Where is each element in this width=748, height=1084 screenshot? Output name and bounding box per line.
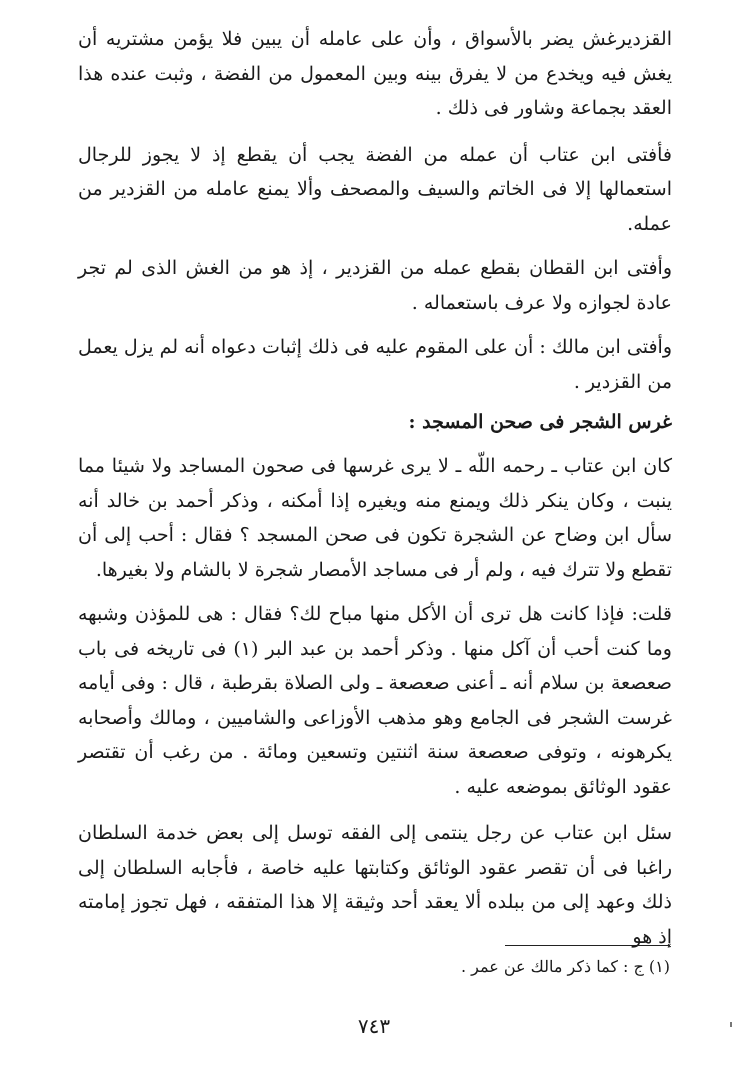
scan-mark [730, 1022, 732, 1027]
paragraph-2: فأفتى ابن عتاب أن عمله من الفضة يجب أن يقطع إذ لا يجوز للرجال استعمالها إلا فى الخاتم والسيف والمصحف وألا يمنع عامله من القزدير من عمله. [78, 143, 672, 235]
page-body [78, 22, 672, 954]
footnote: (١) ج : كما ذكر مالك عن عمر . [460, 957, 670, 976]
paragraph-4: وأفتى ابن مالك : أن على المقوم عليه فى ذلك إثبات دعواه أنه لم يزل يعمل من القزدير . [78, 336, 672, 393]
paragraph-5: كان ابن عتاب ـ رحمه اللّه ـ لا يرى غرسها فى صحون المساجد ولا شيئا مما ينبت ، وكان ينكر ذلك ويمنع منه ويغيره إذا أمكنه ، وذكر أحمد بن خالد أنه سأل ابن وضاح عن الشجرة تكون فى صحن المسجد ؟ فقال : أحب إلى أن تقطع ولا تترك فيه ، ولم أر فى مساجد الأمصار شجرة لا بالشام ولا بغيرها. [78, 455, 672, 581]
section-heading: غرس الشجر فى صحن المسجد : [408, 411, 672, 433]
paragraph-1: القزديرغش يضر بالأسواق ، وأن على عامله أن يبين فلا يؤمن مشتريه أن يغش فيه ويخدع من لا يفرق بينه وبين المعمول من الفضة ، وثبت عنده هذا العقد بجماعة وشاور فى ذلك . [78, 28, 672, 119]
paragraph-3: وأفتى ابن القطان بقطع عمله من القزدير ، إذ هو من الغش الذى لم تجر عادة لجوازه ولا عرف باستعماله . [78, 257, 672, 314]
page-number: ٧٤٣ [357, 1014, 391, 1038]
paragraph-6: قلت: فإذا كانت هل ترى أن الأكل منها مباح لك؟ فقال : هى للمؤذن وشبهه وما كنت أحب أن آكل منها . وذكر أحمد بن عبد البر (١) فى تاريخه فى باب صعصعة بن سلام أنه ـ أعنى صعصعة ـ ولى الصلاة بقرطبة ، قال : وفى أيامه غرست الشجر فى الجامع وهو مذهب الأوزاعى والشاميين ، ومالك وأصحابه يكرهونه ، وتوفى صعصعة سنة اثنتين وتسعين ومائة . من رغب أن تقتصر عقود الوثائق بموضعه عليه . [78, 603, 672, 798]
paragraph-7: سئل ابن عتاب عن رجل ينتمى إلى الفقه توسل إلى بعض خدمة السلطان راغبا فى أن تقصر عقود الوثائق وكتابتها عليه خاصة ، فأجابه السلطان إلى ذلك وعهد إلى من ببلده ألا يعقد أحد وثيقة إلا هذا المتفقه ، فهل تجوز إمامته إذ هو [78, 822, 672, 948]
footnote-divider [505, 945, 670, 946]
